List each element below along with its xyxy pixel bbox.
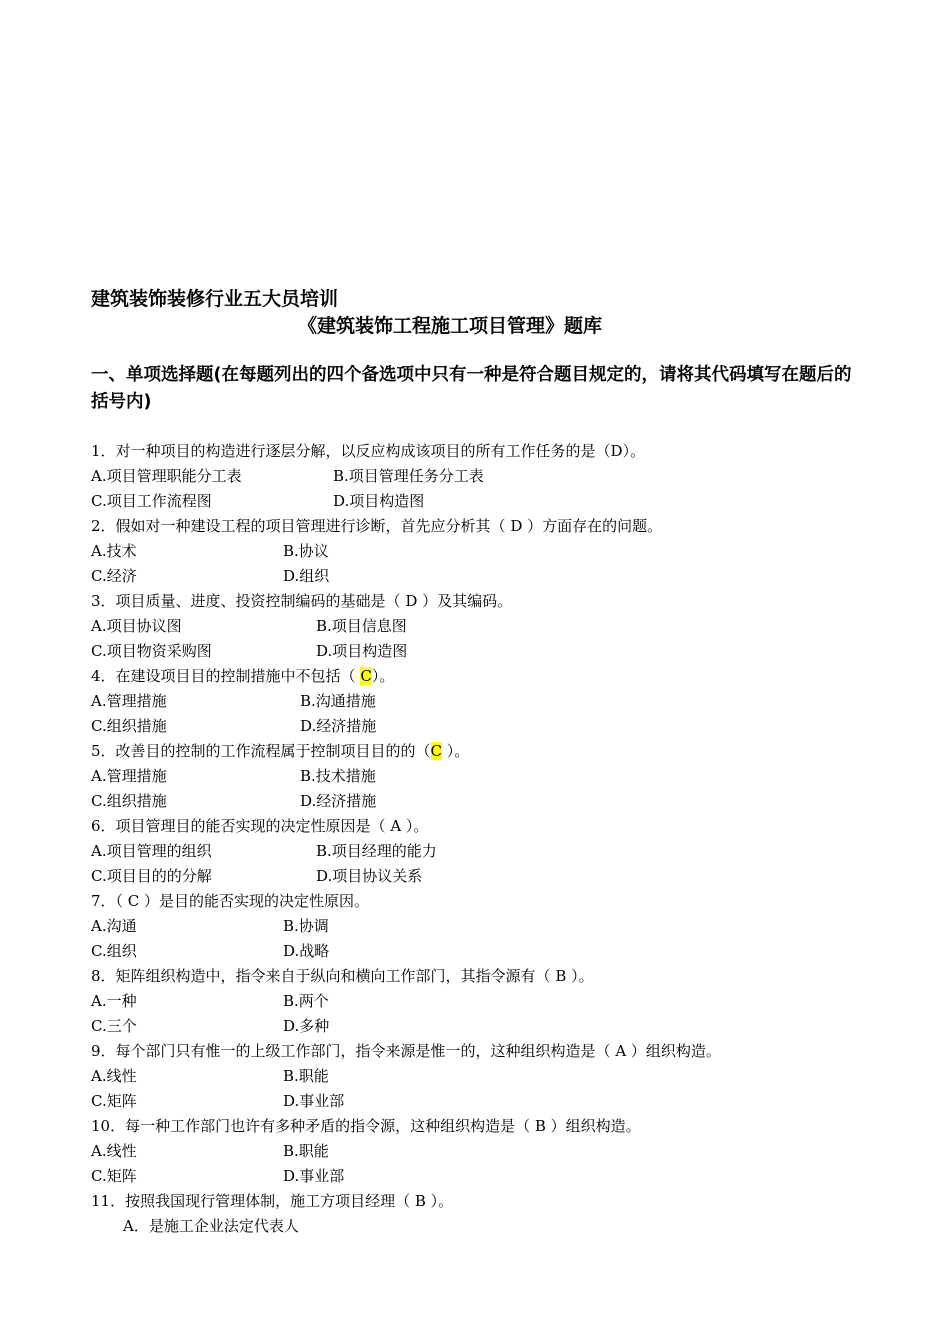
question-5-stem (91, 741, 469, 761)
question-5-option-d: D.经济措施 (300, 792, 377, 810)
question-5-option-c: C.组织措施 (91, 792, 167, 810)
question-2-option-d: D.组织 (283, 567, 330, 585)
question-4-stem-text: 4．在建设项目目的控制措施中不包括（ (91, 667, 361, 685)
question-3-option-b: B.项目信息图 (316, 617, 407, 635)
question-2-stem: 2．假如对一种建设工程的项目管理进行诊断，首先应分析其（ D ）方面存在的问题。 (91, 517, 663, 535)
question-3-option-d: D.项目构造图 (316, 642, 408, 660)
question-1-option-c: C.项目工作流程图 (91, 492, 212, 510)
question-3-option-a: A.项目协议图 (91, 617, 182, 635)
question-8-option-d: D.多种 (283, 1017, 330, 1035)
question-5-option-b: B.技术措施 (300, 767, 376, 785)
question-7-stem: 7．（ C ）是目的能否实现的决定性原因。 (91, 892, 370, 910)
question-2-option-b: B.协议 (283, 542, 329, 560)
document-title: 建筑装饰装修行业五大员培训 (91, 288, 339, 310)
question-10-stem: 10．每一种工作部门也许有多种矛盾的指令源，这种组织构造是（ B ）组织构造。 (91, 1117, 641, 1135)
question-4-stem-end: ）。 (371, 667, 395, 685)
question-5-answer-highlight: C (430, 742, 443, 760)
question-4-answer-highlight: C (360, 667, 372, 685)
question-6-option-a: A.项目管理的组织 (91, 842, 212, 860)
question-4-option-d: D.经济措施 (300, 717, 377, 735)
question-1-option-b: B.项目管理任务分工表 (333, 467, 484, 485)
question-5-stem-end: ）。 (442, 742, 470, 760)
question-6-option-c: C.项目目的的分解 (91, 867, 212, 885)
question-8-stem: 8．矩阵组织构造中，指令来自于纵向和横向工作部门，其指令源有（ B ）。 (91, 967, 594, 985)
question-4-stem (91, 666, 394, 686)
question-10-option-a: A.线性 (91, 1142, 137, 1160)
section-heading: 一、单项选择题(在每题列出的四个备选项中只有一种是符合题目规定的，请将其代码填写在题后的括号内) (91, 365, 852, 412)
question-2-option-a: A.技术 (91, 542, 137, 560)
question-1-stem: 1．对一种项目的构造进行逐层分解，以反应构成该项目的所有工作任务的是（D）。 (91, 442, 646, 460)
question-5-option-a: A.管理措施 (91, 767, 167, 785)
question-6-option-b: B.项目经理的能力 (316, 842, 437, 860)
question-9-option-c: C.矩阵 (91, 1092, 137, 1110)
question-8-option-a: A.一种 (91, 992, 137, 1010)
question-7-option-b: B.协调 (283, 917, 329, 935)
question-3-stem: 3．项目质量、进度、投资控制编码的基础是（ D ）及其编码。 (91, 592, 513, 610)
question-3-option-c: C.项目物资采购图 (91, 642, 212, 660)
question-6-option-d: D.项目协议关系 (316, 867, 423, 885)
question-8-option-b: B.两个 (283, 992, 329, 1010)
question-5-stem-text: 5．改善目的控制的工作流程属于控制项目目的的（ (91, 742, 431, 760)
question-6-stem: 6．项目管理目的能否实现的决定性原因是（ A ）。 (91, 817, 429, 835)
question-8-option-c: C.三个 (91, 1017, 137, 1035)
question-4-option-b: B.沟通措施 (300, 692, 376, 710)
question-9-option-a: A.线性 (91, 1067, 137, 1085)
question-1-option-a: A.项目管理职能分工表 (91, 467, 242, 485)
question-7-option-a: A.沟通 (91, 917, 137, 935)
question-4-option-c: C.组织措施 (91, 717, 167, 735)
question-4-option-a: A.管理措施 (91, 692, 167, 710)
question-9-option-b: B.职能 (283, 1067, 329, 1085)
question-11-stem: 11．按照我国现行管理体制，施工方项目经理（ B ）。 (91, 1192, 454, 1210)
question-10-option-c: C.矩阵 (91, 1167, 137, 1185)
question-10-option-d: D.事业部 (283, 1167, 345, 1185)
question-9-option-d: D.事业部 (283, 1092, 345, 1110)
question-11-option-a: A．是施工企业法定代表人 (123, 1217, 299, 1235)
question-10-option-b: B.职能 (283, 1142, 329, 1160)
question-1-option-d: D.项目构造图 (333, 492, 425, 510)
question-9-stem: 9．每个部门只有惟一的上级工作部门，指令来源是惟一的，这种组织构造是（ A ）组织构造。 (91, 1042, 721, 1060)
question-2-option-c: C.经济 (91, 567, 137, 585)
question-7-option-c: C.组织 (91, 942, 137, 960)
document-subtitle: 《建筑装饰工程施工项目管理》题库 (298, 315, 603, 337)
question-7-option-d: D.战略 (283, 942, 330, 960)
